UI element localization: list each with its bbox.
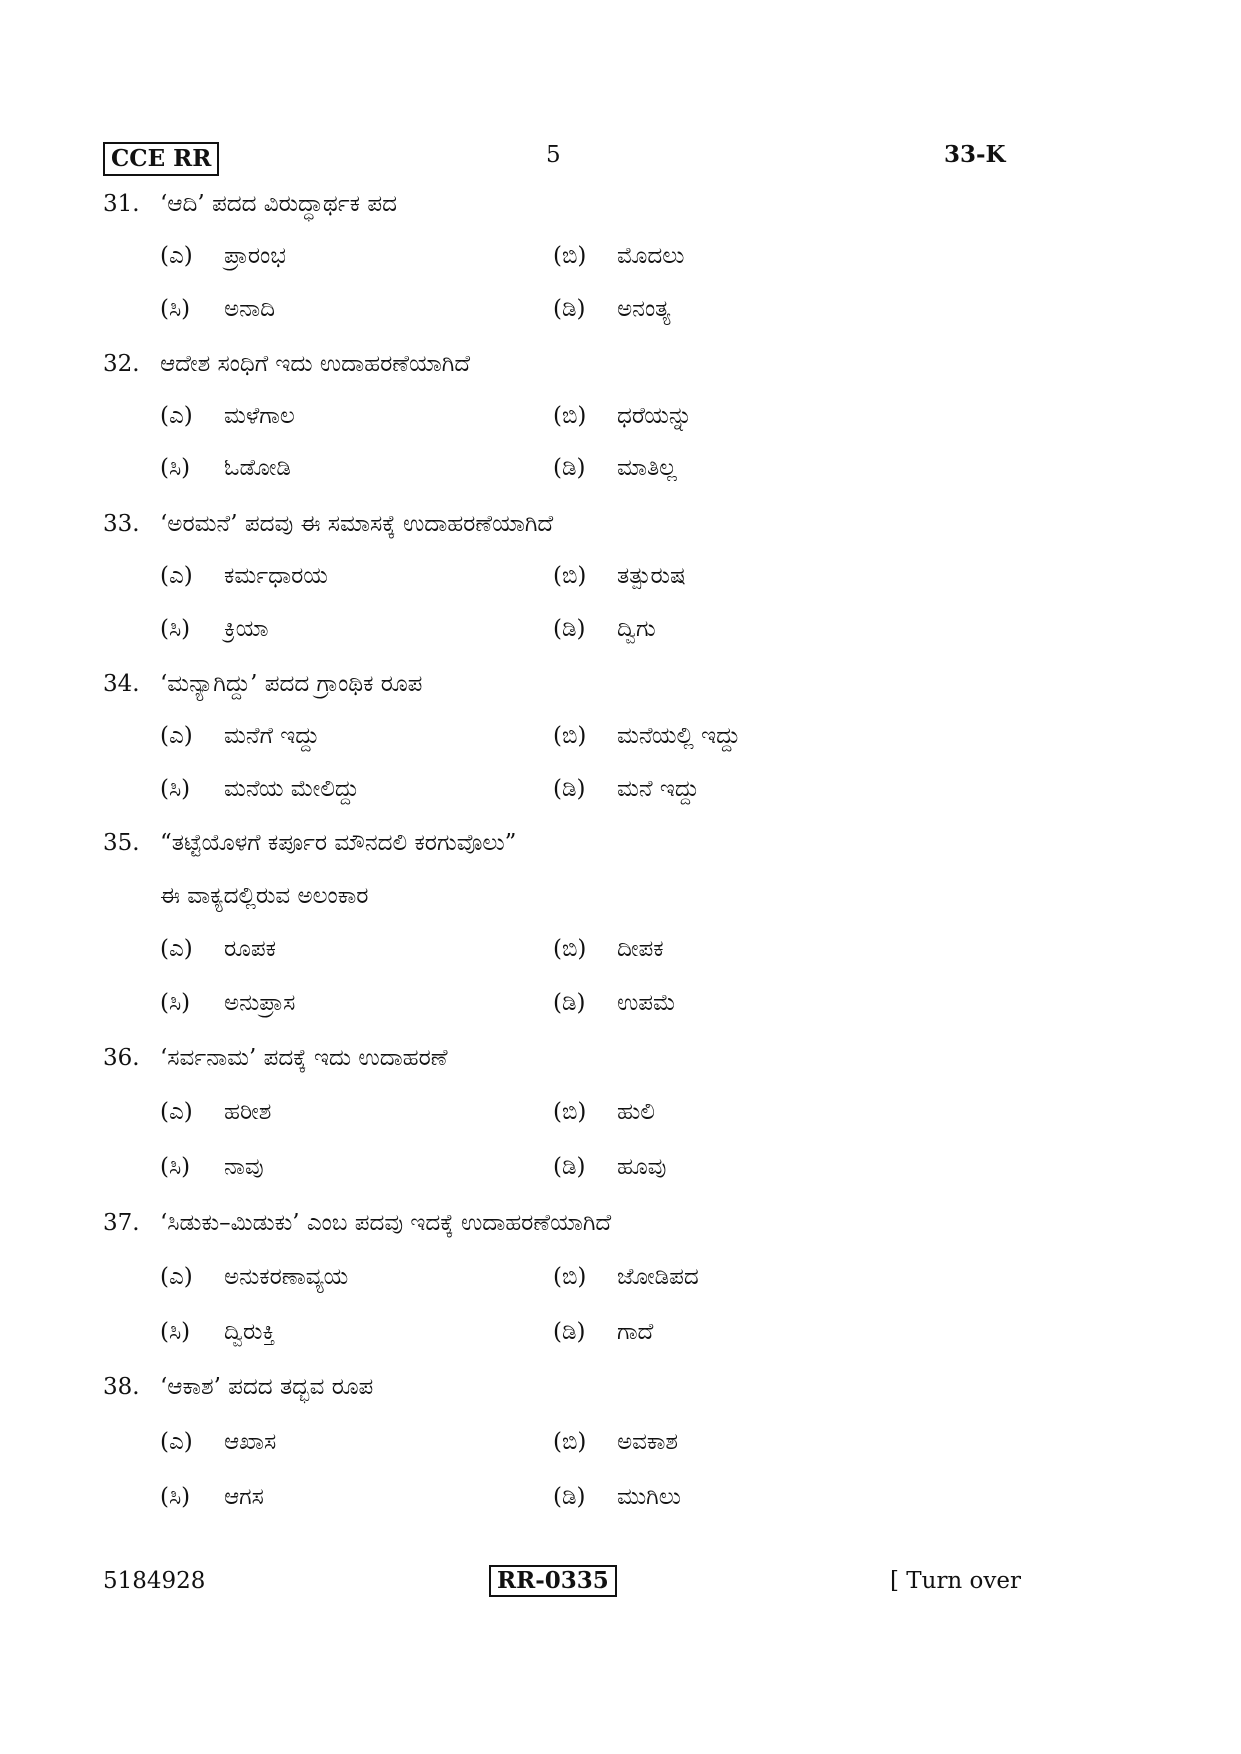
option-text: ಮನೆಗೆ ಇದ್ದು: [224, 723, 320, 749]
option-label: (ಡಿ): [553, 1484, 586, 1510]
option-b[interactable]: [553, 721, 740, 751]
question-number: 35.: [103, 830, 140, 856]
question-stem: ‘ಅರಮನೆ’ ಪದವು ಈ ಸಮಾಸಕ್ಕೆ ಉದಾಹರಣೆಯಾಗಿದೆ: [160, 511, 554, 537]
option-a[interactable]: [160, 1427, 276, 1457]
option-text: ಮನೆ ಇದ್ದು: [617, 776, 700, 802]
option-b[interactable]: [553, 1262, 699, 1292]
option-label: (ಡಿ): [553, 1319, 586, 1345]
option-text: ದ್ವಿರುಕ್ತಿ: [224, 1319, 276, 1345]
question-number: 33.: [103, 511, 140, 537]
option-label: (ಡಿ): [553, 455, 586, 481]
option-text: ಗಾದೆ: [617, 1319, 654, 1345]
option-text: ಮುಗಿಲು: [617, 1484, 681, 1510]
option-c[interactable]: [160, 294, 275, 324]
option-d[interactable]: [553, 988, 676, 1018]
question-stem: ‘ಆದಿ’ ಪದದ ವಿರುದ್ಧಾರ್ಥಕ ಪದ: [160, 191, 397, 217]
option-a[interactable]: [160, 721, 319, 751]
option-text: ಕರ್ಮಧಾರಯ: [224, 563, 328, 589]
option-text: ದ್ವಿಗು: [617, 616, 656, 642]
option-text: ದೀಪಕ: [617, 936, 664, 962]
option-label: (ಡಿ): [553, 990, 586, 1016]
question-stem: ‘ಆಕಾಶ’ ಪದದ ತದ್ಭವ ರೂಪ: [160, 1374, 374, 1400]
option-text: ಓಡೋಡಿ: [224, 455, 291, 481]
option-text: ಮನೆಯಲ್ಲಿ ಇದ್ದು: [617, 723, 741, 749]
option-text: ಆಖಾಸ: [224, 1429, 277, 1455]
option-a[interactable]: [160, 561, 328, 591]
option-text: ಪ್ರಾರಂಭ: [224, 243, 286, 269]
option-label: (ಬಿ): [553, 403, 587, 429]
option-text: ಜೋಡಿಪದ: [617, 1264, 699, 1290]
serial-number: 5184928: [103, 1568, 206, 1594]
option-c[interactable]: [160, 453, 291, 483]
option-label: (ಸಿ): [160, 776, 191, 802]
question-number: 32.: [103, 351, 140, 377]
option-text: ಧರೆಯನ್ನು: [617, 403, 693, 429]
option-c[interactable]: [160, 1152, 264, 1182]
option-d[interactable]: [553, 1317, 653, 1347]
option-text: ಆಗಸ: [224, 1484, 264, 1510]
option-label: (ಎ): [160, 936, 193, 962]
option-text: ಉಪಮೆ: [617, 990, 676, 1016]
option-label: (ಸಿ): [160, 296, 191, 322]
option-label: (ಬಿ): [553, 723, 587, 749]
option-label: (ಎ): [160, 1264, 193, 1290]
option-text: ಹರೀಶ: [224, 1099, 272, 1125]
option-d[interactable]: [553, 453, 677, 483]
question-number: 38.: [103, 1374, 140, 1400]
option-b[interactable]: [553, 1097, 655, 1127]
option-label: (ಎ): [160, 723, 193, 749]
option-label: (ಸಿ): [160, 455, 191, 481]
option-label: (ಬಿ): [553, 243, 587, 269]
question-number: 36.: [103, 1045, 140, 1071]
option-d[interactable]: [553, 774, 699, 804]
option-b[interactable]: [553, 1427, 678, 1457]
option-text: ಮೊದಲು: [617, 243, 685, 269]
option-label: (ಡಿ): [553, 776, 586, 802]
option-c[interactable]: [160, 988, 295, 1018]
option-d[interactable]: [553, 614, 656, 644]
option-b[interactable]: [553, 241, 684, 271]
option-c[interactable]: [160, 1317, 275, 1347]
option-a[interactable]: [160, 934, 276, 964]
question-stem: ‘ಮನ್ಯಾಗಿದ್ದು’ ಪದದ ಗ್ರಾಂಥಿಕ ರೂಪ: [160, 671, 423, 697]
option-text: ಕ್ರಿಯಾ: [224, 616, 269, 642]
option-text: ಅವಕಾಶ: [617, 1429, 678, 1455]
option-text: ಅನುಪ್ರಾಸ: [224, 990, 296, 1016]
option-label: (ಸಿ): [160, 1484, 191, 1510]
option-label: (ಡಿ): [553, 616, 586, 642]
option-label: (ಡಿ): [553, 1154, 586, 1180]
question-stem: “ತಟ್ಟೆಯೊಳಗೆ ಕರ್ಪೂರ ಮೌನದಲಿ ಕರಗುವೊಲು”: [160, 830, 517, 856]
question-stem: ಆದೇಶ ಸಂಧಿಗೆ ಇದು ಉದಾಹರಣೆಯಾಗಿದೆ: [160, 351, 471, 377]
option-text: ಹೂವು: [617, 1154, 667, 1180]
option-c[interactable]: [160, 774, 359, 804]
question-stem: ‘ಸರ್ವನಾಮ’ ಪದಕ್ಕೆ ಇದು ಉದಾಹರಣೆ: [160, 1045, 448, 1071]
question-number: 34.: [103, 671, 140, 697]
paper-code: 33-K: [944, 141, 1006, 168]
option-label: (ಬಿ): [553, 563, 587, 589]
option-label: (ಎ): [160, 1429, 193, 1455]
footer-code-badge: RR-0335: [489, 1565, 617, 1597]
option-text: ಹುಲಿ: [617, 1099, 655, 1125]
option-d[interactable]: [553, 294, 671, 324]
option-d[interactable]: [553, 1152, 666, 1182]
option-a[interactable]: [160, 241, 286, 271]
question-number: 31.: [103, 191, 140, 217]
option-label: (ಸಿ): [160, 1319, 191, 1345]
option-label: (ಡಿ): [553, 296, 586, 322]
option-text: ಅನಂತ್ಯ: [617, 296, 671, 322]
option-label: (ಎ): [160, 243, 193, 269]
option-a[interactable]: [160, 1097, 271, 1127]
option-text: ತತ್ಪುರುಷ: [617, 563, 686, 589]
option-label: (ಸಿ): [160, 616, 191, 642]
option-d[interactable]: [553, 1482, 681, 1512]
header-badge: CCE RR: [103, 142, 219, 176]
option-label: (ಬಿ): [553, 1429, 587, 1455]
option-label: (ಬಿ): [553, 1099, 587, 1125]
page-number: 5: [546, 142, 561, 168]
question-stem-line-2: ಈ ವಾಕ್ಯದಲ್ಲಿರುವ ಅಲಂಕಾರ: [160, 883, 369, 909]
option-label: (ಎ): [160, 563, 193, 589]
option-text: ಮಳೆಗಾಲ: [224, 403, 295, 429]
option-text: ಮಾತಿಲ್ಲ: [617, 455, 677, 481]
option-label: (ಬಿ): [553, 936, 587, 962]
option-b[interactable]: [553, 561, 686, 591]
option-text: ಅನಾದಿ: [224, 296, 275, 322]
option-a[interactable]: [160, 401, 295, 431]
option-b[interactable]: [553, 934, 664, 964]
option-label: (ಸಿ): [160, 1154, 191, 1180]
option-b[interactable]: [553, 401, 692, 431]
option-text: ನಾವು: [224, 1154, 264, 1180]
option-text: ಅನುಕರಣಾವ್ಯಯ: [224, 1264, 349, 1290]
option-c[interactable]: [160, 614, 268, 644]
option-a[interactable]: [160, 1262, 348, 1292]
option-label: (ಎ): [160, 1099, 193, 1125]
option-label: (ಎ): [160, 403, 193, 429]
option-text: ಮನೆಯ ಮೇಲಿದ್ದು: [224, 776, 360, 802]
question-stem: ‘ಸಿಡುಕು–ಮಿಡುಕು’ ಎಂಬ ಪದವು ಇದಕ್ಕೆ ಉದಾಹರಣೆಯಾಗಿದೆ: [160, 1210, 612, 1236]
option-c[interactable]: [160, 1482, 264, 1512]
question-number: 37.: [103, 1210, 140, 1236]
turn-over-note: [ Turn over: [890, 1568, 1022, 1594]
option-text: ರೂಪಕ: [224, 936, 276, 962]
option-label: (ಬಿ): [553, 1264, 587, 1290]
option-label: (ಸಿ): [160, 990, 191, 1016]
